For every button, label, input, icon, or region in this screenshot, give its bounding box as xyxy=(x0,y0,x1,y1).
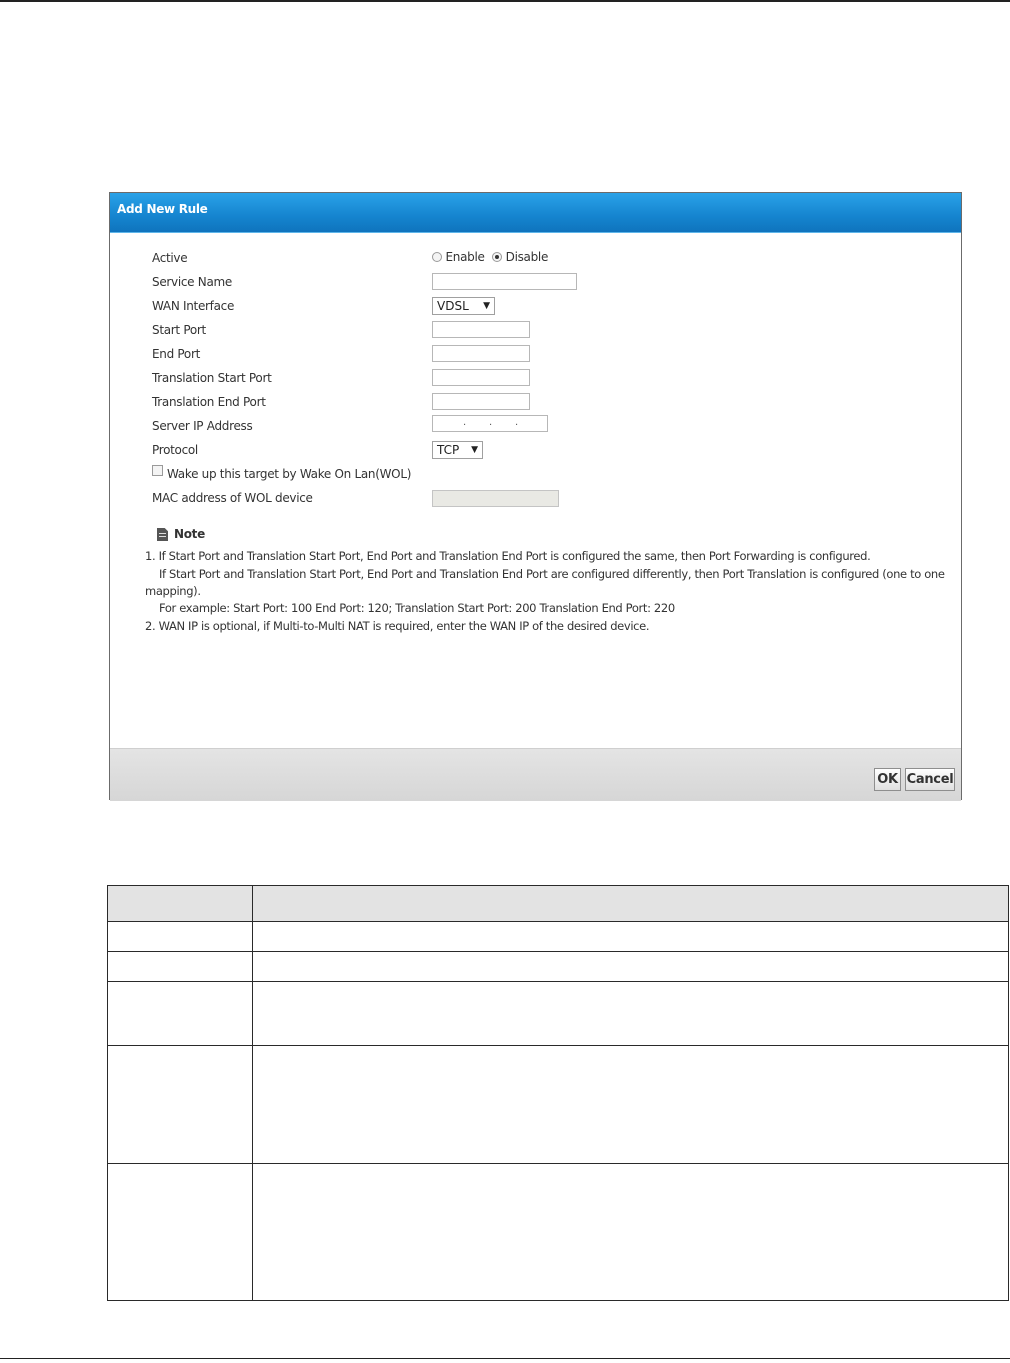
service-name-label: Service Name xyxy=(152,275,232,289)
enable-radio[interactable] xyxy=(432,252,442,262)
service-name-input[interactable] xyxy=(432,273,577,290)
note-line-3: mapping). xyxy=(145,584,201,598)
wol-label: Wake up this target by Wake On Lan(WOL) xyxy=(167,467,412,481)
table-row-divider xyxy=(108,1163,1008,1164)
cancel-button[interactable]: Cancel xyxy=(905,768,955,791)
server-ip-label: Server IP Address xyxy=(152,419,253,433)
description-table xyxy=(107,885,1009,1301)
table-row-divider xyxy=(108,1045,1008,1046)
protocol-value: TCP xyxy=(437,443,460,457)
note-line-4: For example: Start Port: 100 End Port: 120; Translation Start Port: 200 Translation End Port: 220 xyxy=(159,601,675,615)
wan-interface-select[interactable] xyxy=(432,297,495,315)
mac-address-input xyxy=(432,490,559,507)
ip-dot: . xyxy=(489,417,493,428)
dialog-title: Add New Rule xyxy=(117,202,208,216)
translation-end-port-label: Translation End Port xyxy=(152,395,266,409)
dialog-header xyxy=(110,193,961,233)
dialog-footer xyxy=(110,748,961,801)
add-new-rule-dialog xyxy=(109,192,962,800)
note-title: Note xyxy=(174,527,205,541)
disable-radio[interactable] xyxy=(492,252,502,262)
server-ip-input[interactable] xyxy=(432,415,548,432)
bottom-page-rule xyxy=(0,1358,1010,1359)
chevron-down-icon: ▼ xyxy=(483,301,490,311)
end-port-label: End Port xyxy=(152,347,201,361)
disable-label: Disable xyxy=(505,250,549,264)
table-row-divider xyxy=(108,981,1008,982)
wan-interface-value: VDSL xyxy=(437,299,469,313)
ip-dot: . xyxy=(515,417,519,428)
end-port-input[interactable] xyxy=(432,345,530,362)
column-divider xyxy=(252,886,253,1300)
wan-interface-label: WAN Interface xyxy=(152,299,235,313)
top-page-rule xyxy=(0,0,1010,2)
mac-address-label: MAC address of WOL device xyxy=(152,491,313,505)
protocol-label: Protocol xyxy=(152,443,198,457)
active-radio-group xyxy=(432,250,552,264)
note-line-5: 2. WAN IP is optional, if Multi-to-Multi NAT is required, enter the WAN IP of the desired device. xyxy=(145,619,650,633)
active-label: Active xyxy=(152,251,188,265)
start-port-label: Start Port xyxy=(152,323,206,337)
chevron-down-icon: ▼ xyxy=(471,445,478,455)
note-line-2: If Start Port and Translation Start Port, End Port and Translation End Port are configured differently, then Port Translation is configured (one to one xyxy=(159,567,945,581)
enable-label: Enable xyxy=(445,250,485,264)
protocol-select[interactable] xyxy=(432,441,483,459)
ok-button[interactable]: OK xyxy=(874,768,901,791)
translation-start-port-input[interactable] xyxy=(432,369,530,386)
wol-checkbox[interactable] xyxy=(152,465,163,476)
ip-dot: . xyxy=(463,417,467,428)
table-row-divider xyxy=(108,951,1008,952)
table-header-row xyxy=(108,886,1008,922)
start-port-input[interactable] xyxy=(432,321,530,338)
note-line-1: 1. If Start Port and Translation Start Port, End Port and Translation End Port is configured the same, then Port Forwarding is configured. xyxy=(145,549,871,563)
note-document-icon xyxy=(157,528,168,541)
translation-end-port-input[interactable] xyxy=(432,393,530,410)
translation-start-port-label: Translation Start Port xyxy=(152,371,272,385)
